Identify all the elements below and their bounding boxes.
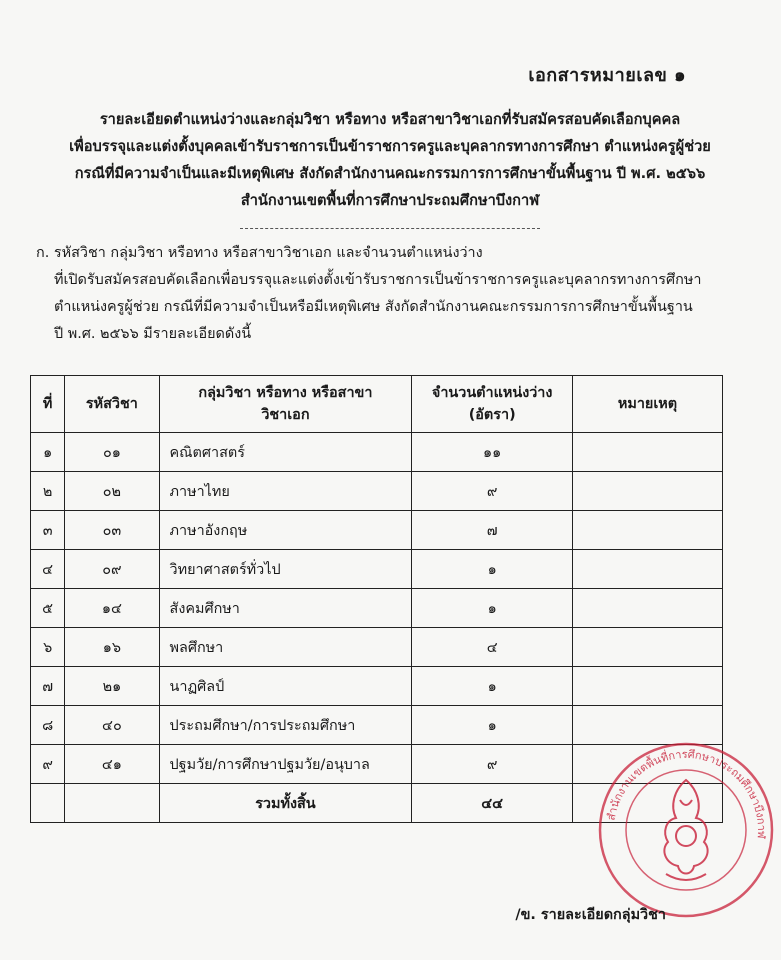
header-subject — [159, 376, 412, 433]
intro-line: ที่เปิดรับสมัครสอบคัดเลือกเพื่อบรรจุและแต่งตั้งเข้ารับราชการเป็นข้าราชการครูและบุคลากรทางการศึกษา — [54, 272, 702, 288]
row-code: ๒๑ — [65, 667, 159, 706]
table-row — [31, 706, 723, 745]
row-count: ๔ — [412, 628, 573, 667]
table-row — [31, 550, 723, 589]
row-no: ๒ — [31, 472, 65, 511]
row-code: ๐๒ — [65, 472, 159, 511]
row-count: ๑ — [412, 667, 573, 706]
row-remark — [573, 550, 723, 589]
total-value: ๔๔ — [412, 784, 573, 823]
seal-text: สำนักงานเขตพื้นที่การศึกษาประถมศึกษาบึงกาฬ — [604, 747, 769, 839]
header-no: ที่ — [31, 376, 65, 433]
row-remark — [573, 628, 723, 667]
row-remark — [573, 511, 723, 550]
title-line: กรณีที่มีความจำเป็นและมีเหตุพิเศษ สังกัดสำนักงานคณะกรรมการการศึกษาขั้นพื้นฐาน ปี พ.ศ. ๒๕๖๖ — [74, 165, 706, 182]
row-code: ๐๑ — [65, 433, 159, 472]
table-row — [31, 628, 723, 667]
row-no: ๙ — [31, 745, 65, 784]
document-number: เอกสารหมายเลข ๑ — [528, 65, 686, 86]
table-row — [31, 433, 723, 472]
row-code: ๐๙ — [65, 550, 159, 589]
row-no: ๗ — [31, 667, 65, 706]
table-row — [31, 511, 723, 550]
header-subject-line2: วิชาเอก — [261, 407, 310, 423]
intro-line: ก. รหัสวิชา กลุ่มวิชา หรือทาง หรือสาขาวิชาเอก และจำนวนตำแหน่งว่าง — [36, 245, 483, 261]
row-count: ๗ — [412, 511, 573, 550]
header-code: รหัสวิชา — [65, 376, 159, 433]
row-remark — [573, 472, 723, 511]
row-count: ๑ — [412, 550, 573, 589]
row-subject: พลศึกษา — [159, 628, 412, 667]
intro-paragraph — [36, 240, 736, 348]
row-count: ๑ — [412, 589, 573, 628]
header-subject-line1: กลุ่มวิชา หรือทาง หรือสาขา — [198, 385, 373, 401]
title-line: เพื่อบรรจุและแต่งตั้งบุคคลเข้ารับราชการเป็นข้าราชการครูและบุคลากรทางการศึกษา ตำแหน่งครูผู้ช่วย — [69, 138, 711, 155]
table-row — [31, 472, 723, 511]
row-count: ๙ — [412, 472, 573, 511]
header-count-line2: (อัตรา) — [468, 407, 516, 423]
table-row — [31, 667, 723, 706]
row-remark — [573, 706, 723, 745]
total-label: รวมทั้งสิ้น — [159, 784, 412, 823]
row-no: ๔ — [31, 550, 65, 589]
title-divider — [240, 228, 540, 229]
title-line: สำนักงานเขตพื้นที่การศึกษาประถมศึกษาบึงกาฬ — [240, 192, 540, 209]
row-remark — [573, 433, 723, 472]
row-subject: สังคมศึกษา — [159, 589, 412, 628]
intro-line: ตำแหน่งครูผู้ช่วย กรณีที่มีความจำเป็นหรือมีเหตุพิเศษ สังกัดสำนักงานคณะกรรมการการศึกษาขั้นพื้นฐาน — [54, 299, 693, 315]
row-code: ๔๐ — [65, 706, 159, 745]
header-count — [412, 376, 573, 433]
table-row — [31, 589, 723, 628]
row-subject: ปฐมวัย/การศึกษาปฐมวัย/อนุบาล — [159, 745, 412, 784]
row-subject: ภาษาอังกฤษ — [159, 511, 412, 550]
seal-inner-ring — [626, 770, 746, 890]
seal-emblem-icon — [664, 780, 707, 880]
row-no: ๓ — [31, 511, 65, 550]
total-empty-cell — [31, 784, 65, 823]
row-subject: นาฏศิลป์ — [159, 667, 412, 706]
row-count: ๑๑ — [412, 433, 573, 472]
row-remark — [573, 589, 723, 628]
row-remark — [573, 667, 723, 706]
intro-line: ปี พ.ศ. ๒๕๖๖ มีรายละเอียดดังนี้ — [54, 326, 252, 342]
row-subject: วิทยาศาสตร์ทั่วไป — [159, 550, 412, 589]
row-subject: คณิตศาสตร์ — [159, 433, 412, 472]
row-subject: ภาษาไทย — [159, 472, 412, 511]
row-code: ๔๑ — [65, 745, 159, 784]
table-header-row — [31, 376, 723, 433]
total-empty-cell — [65, 784, 159, 823]
document-title — [30, 106, 750, 214]
official-seal — [596, 740, 776, 920]
row-code: ๑๖ — [65, 628, 159, 667]
row-code: ๑๔ — [65, 589, 159, 628]
row-count: ๙ — [412, 745, 573, 784]
footer-note: /ข. รายละเอียดกลุ่มวิชา — [515, 907, 666, 923]
title-line: รายละเอียดตำแหน่งว่างและกลุ่มวิชา หรือทาง หรือสาขาวิชาเอกที่รับสมัครสอบคัดเลือกบุคคล — [99, 111, 681, 128]
row-no: ๕ — [31, 589, 65, 628]
header-remark: หมายเหตุ — [573, 376, 723, 433]
header-count-line1: จำนวนตำแหน่งว่าง — [431, 385, 553, 401]
row-no: ๖ — [31, 628, 65, 667]
row-code: ๐๓ — [65, 511, 159, 550]
row-no: ๘ — [31, 706, 65, 745]
row-subject: ประถมศึกษา/การประถมศึกษา — [159, 706, 412, 745]
row-count: ๑ — [412, 706, 573, 745]
row-no: ๑ — [31, 433, 65, 472]
